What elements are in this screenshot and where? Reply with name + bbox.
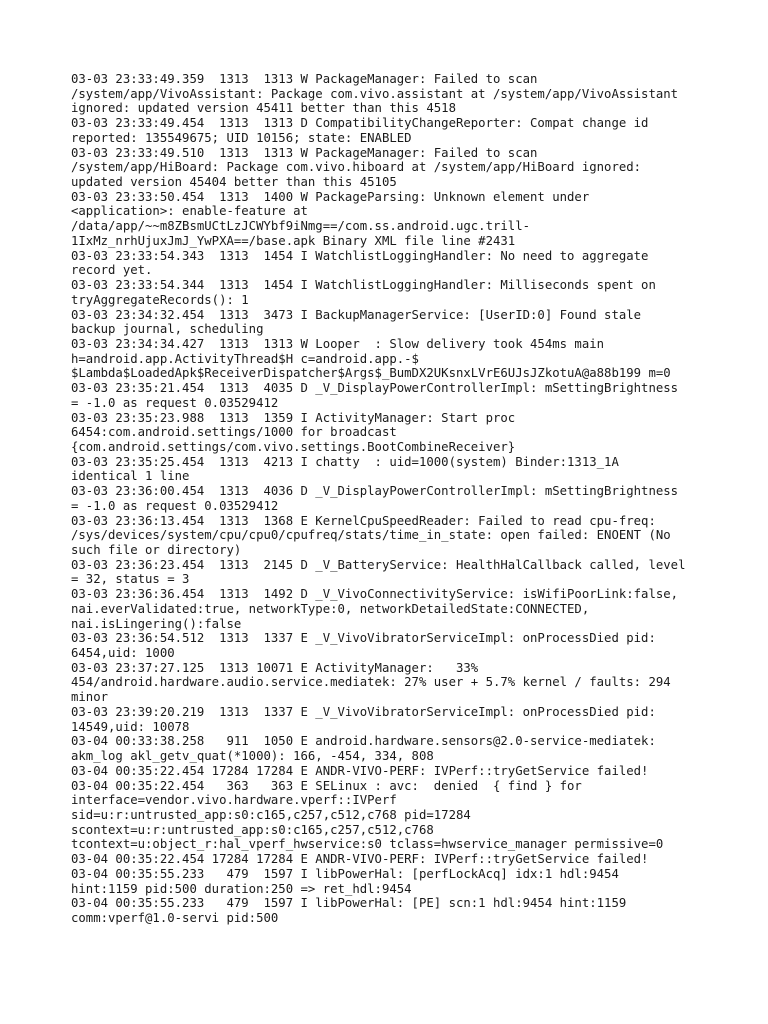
log-line: identical 1 line bbox=[71, 469, 190, 484]
log-line: akm_log akl_getv_quat(*1000): 166, -454, 334, 808 bbox=[71, 749, 434, 764]
log-line: 6454:com.android.settings/1000 for broadcast bbox=[71, 425, 397, 440]
log-line: tryAggregateRecords(): 1 bbox=[71, 292, 249, 307]
log-line: tcontext=u:object_r:hal_vperf_hwservice:s0 tclass=hwservice_manager permissive=0 bbox=[71, 837, 664, 852]
log-line: /system/app/VivoAssistant: Package com.vivo.assistant at /system/app/VivoAssistant bbox=[71, 86, 679, 101]
log-line: 03-03 23:36:36.454 1313 1492 D _V_VivoConnectivityService: isWifiPoorLink:false, bbox=[71, 587, 679, 602]
log-line: interface=vendor.vivo.hardware.vperf::IVPerf bbox=[71, 793, 397, 808]
log-line: 03-03 23:36:23.454 1313 2145 D _V_BatteryService: HealthHalCallback called, level bbox=[71, 557, 686, 572]
log-line: reported: 135549675; UID 10156; state: ENABLED bbox=[71, 130, 412, 145]
log-line: 03-04 00:33:38.258 911 1050 E android.hardware.sensors@2.0-service-mediatek: bbox=[71, 734, 656, 749]
log-line: 03-03 23:33:49.454 1313 1313 D CompatibilityChangeReporter: Compat change id bbox=[71, 116, 649, 131]
log-line: 03-03 23:33:54.343 1313 1454 I WatchlistLoggingHandler: No need to aggregate bbox=[71, 248, 649, 263]
log-line: 03-03 23:35:25.454 1313 4213 I chatty : uid=1000(system) Binder:1313_1A bbox=[71, 454, 619, 469]
log-line: 03-03 23:34:32.454 1313 3473 I BackupManagerService: [UserID:0] Found stale bbox=[71, 307, 642, 322]
log-line: scontext=u:r:untrusted_app:s0:c165,c257,c512,c768 bbox=[71, 822, 434, 837]
log-line: nai.isLingering():false bbox=[71, 616, 242, 631]
log-text-block bbox=[71, 72, 711, 926]
log-line: 03-03 23:33:54.344 1313 1454 I WatchlistLoggingHandler: Milliseconds spent on bbox=[71, 278, 656, 293]
log-line: 14549,uid: 10078 bbox=[71, 719, 190, 734]
log-line: 03-03 23:37:27.125 1313 10071 E ActivityManager: 33% bbox=[71, 660, 479, 675]
log-line: 03-03 23:33:49.510 1313 1313 W PackageManager: Failed to scan bbox=[71, 145, 538, 160]
log-line: 03-03 23:33:49.359 1313 1313 W PackageManager: Failed to scan bbox=[71, 72, 538, 86]
log-line: nai.everValidated:true, networkType:0, networkDetailedState:CONNECTED, bbox=[71, 601, 590, 616]
log-line: 03-03 23:36:54.512 1313 1337 E _V_VivoVibratorServiceImpl: onProcessDied pid: bbox=[71, 631, 656, 646]
log-line: /data/app/~~m8ZBsmUCtLzJCWYbf9iNmg==/com.ss.android.ugc.trill- bbox=[71, 219, 531, 234]
log-line: $Lambda$LoadedApk$ReceiverDispatcher$Args$_BumDX2UKsnxLVrE6UJsJZkotuA@a88b199 m=0 bbox=[71, 366, 671, 381]
log-line: 454/android.hardware.audio.service.mediatek: 27% user + 5.7% kernel / faults: 294 bbox=[71, 675, 671, 690]
log-line: <application>: enable-feature at bbox=[71, 204, 308, 219]
log-line: = -1.0 as request 0.03529412 bbox=[71, 395, 279, 410]
log-line: comm:vperf@1.0-servi pid:500 bbox=[71, 910, 279, 925]
log-line: = 32, status = 3 bbox=[71, 572, 190, 587]
log-line: record yet. bbox=[71, 263, 153, 278]
log-line: sid=u:r:untrusted_app:s0:c165,c257,c512,c768 pid=17284 bbox=[71, 807, 471, 822]
log-line: 03-03 23:36:00.454 1313 4036 D _V_DisplayPowerControllerImpl: mSettingBrightness bbox=[71, 484, 679, 499]
log-line: 03-04 00:35:22.454 363 363 E SELinux : avc: denied { find } for bbox=[71, 778, 582, 793]
log-line: 6454,uid: 1000 bbox=[71, 646, 175, 661]
log-line: 03-04 00:35:22.454 17284 17284 E ANDR-VIVO-PERF: IVPerf::tryGetService failed! bbox=[71, 852, 649, 867]
log-line: 03-04 00:35:22.454 17284 17284 E ANDR-VIVO-PERF: IVPerf::tryGetService failed! bbox=[71, 763, 649, 778]
log-line: updated version 45404 better than this 45105 bbox=[71, 175, 397, 190]
log-line: 03-03 23:36:13.454 1313 1368 E KernelCpuSpeedReader: Failed to read cpu-freq: bbox=[71, 513, 656, 528]
log-line: 03-03 23:35:21.454 1313 4035 D _V_DisplayPowerControllerImpl: mSettingBrightness bbox=[71, 381, 679, 396]
log-line: backup journal, scheduling bbox=[71, 322, 264, 337]
log-line: 03-03 23:39:20.219 1313 1337 E _V_VivoVibratorServiceImpl: onProcessDied pid: bbox=[71, 704, 656, 719]
log-line: /system/app/HiBoard: Package com.vivo.hiboard at /system/app/HiBoard ignored: bbox=[71, 160, 642, 175]
log-line: 03-04 00:35:55.233 479 1597 I libPowerHal: [PE] scn:1 hdl:9454 hint:1159 bbox=[71, 896, 627, 911]
log-line: = -1.0 as request 0.03529412 bbox=[71, 498, 279, 513]
log-line: 03-03 23:35:23.988 1313 1359 I ActivityManager: Start proc bbox=[71, 410, 516, 425]
log-line: /sys/devices/system/cpu/cpu0/cpufreq/stats/time_in_state: open failed: ENOENT (No bbox=[71, 528, 671, 543]
log-line: 03-03 23:33:50.454 1313 1400 W PackageParsing: Unknown element under bbox=[71, 189, 590, 204]
log-line: ignored: updated version 45411 better than this 4518 bbox=[71, 101, 456, 116]
log-line: 1IxMz_nrhUjuxJmJ_YwPXA==/base.apk Binary XML file line #2431 bbox=[71, 233, 516, 248]
log-line: h=android.app.ActivityThread$H c=android.app.-$ bbox=[71, 351, 419, 366]
log-line: such file or directory) bbox=[71, 543, 242, 557]
log-line: {com.android.settings/com.vivo.settings.BootCombineReceiver} bbox=[71, 439, 516, 454]
log-line: minor bbox=[71, 690, 109, 705]
log-line: hint:1159 pid:500 duration:250 => ret_hdl:9454 bbox=[71, 881, 412, 896]
log-line: 03-03 23:34:34.427 1313 1313 W Looper : Slow delivery took 454ms main bbox=[71, 336, 605, 351]
log-line: 03-04 00:35:55.233 479 1597 I libPowerHal: [perfLockAcq] idx:1 hdl:9454 bbox=[71, 866, 619, 881]
